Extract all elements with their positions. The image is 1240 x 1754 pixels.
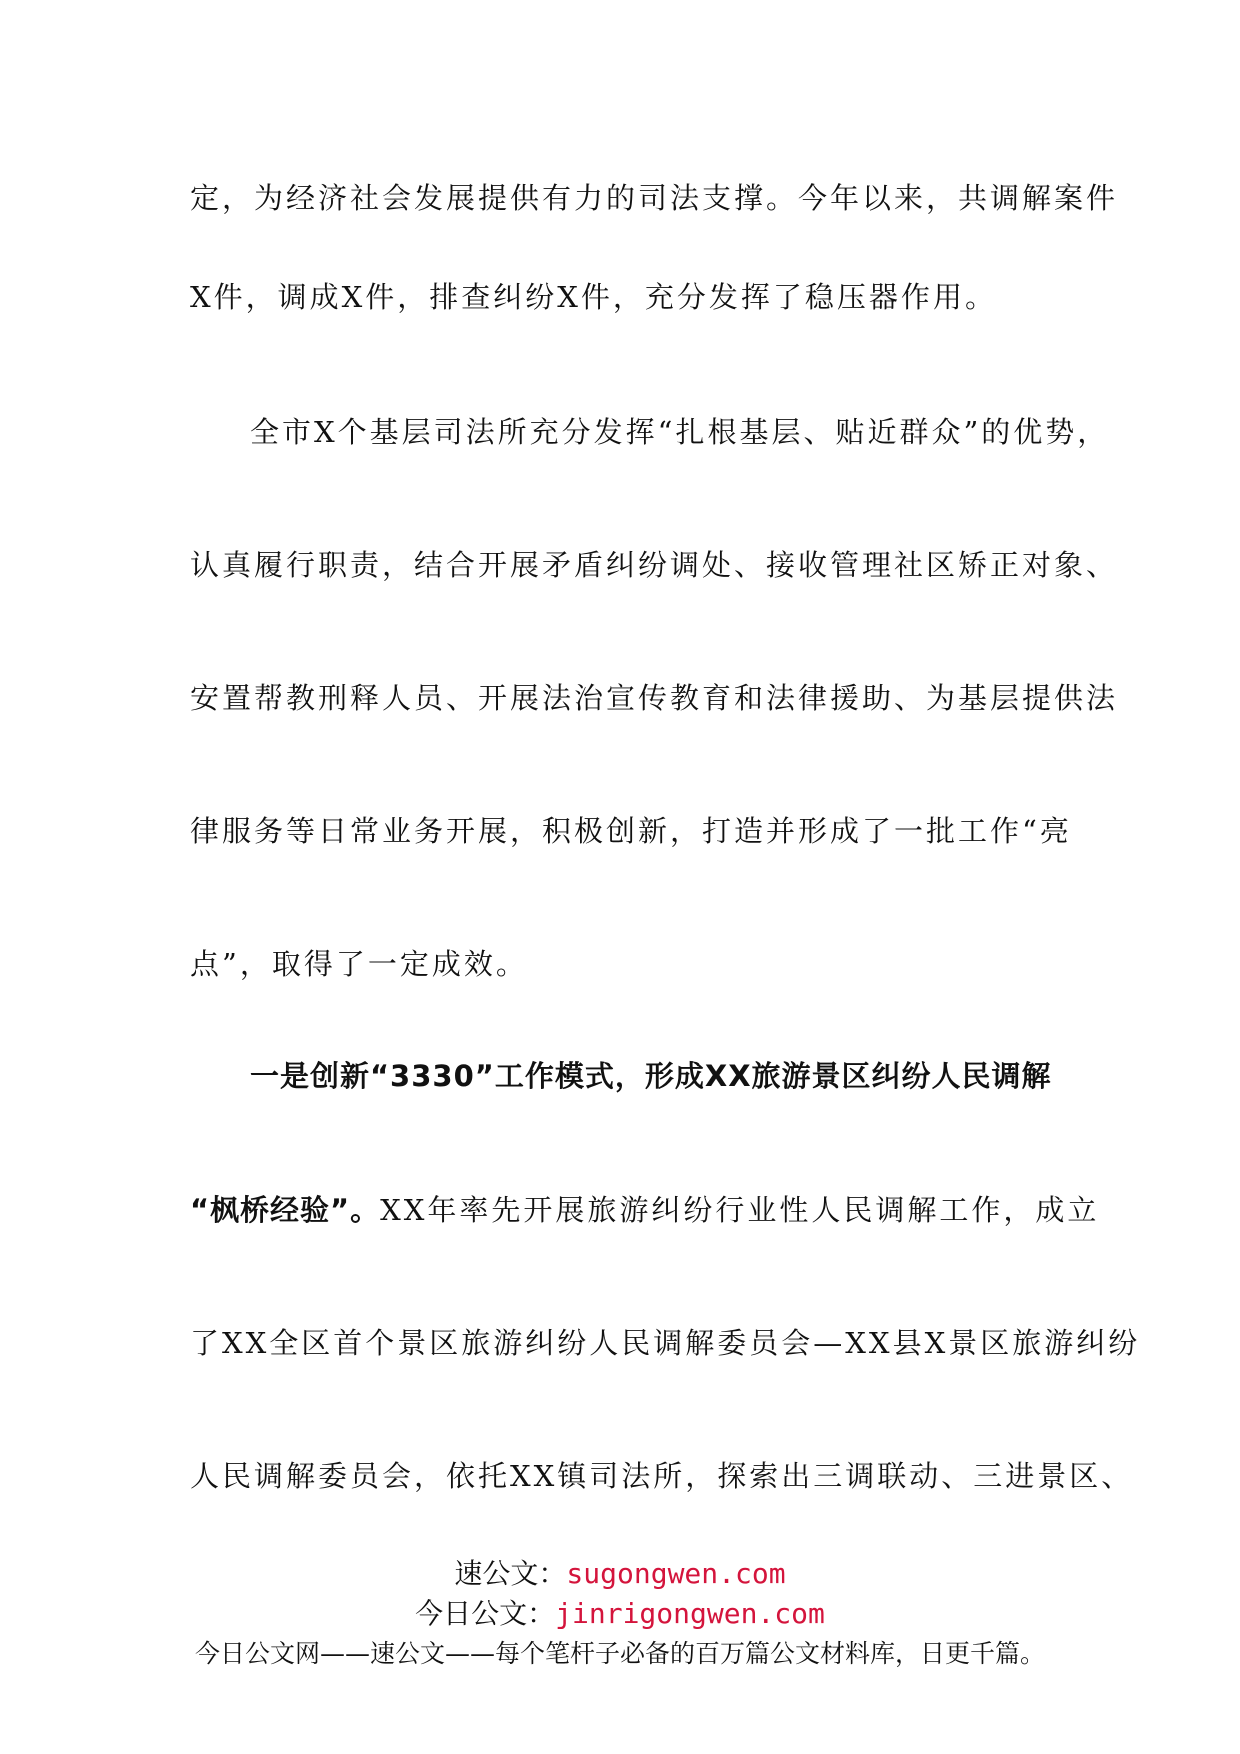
- section-heading-line: 一是创新“3330”工作模式，形成XX旅游景区纠纷人民调解: [250, 1059, 1052, 1093]
- body-line-9-text: XX年率先开展旅游纠纷行业性人民调解工作，成立: [380, 1193, 1100, 1227]
- body-line-10: 了XX全区首个景区旅游纠纷人民调解委员会—XX县X景区旅游纠纷: [190, 1326, 1141, 1360]
- footer-link-jinrigongwen[interactable]: jinrigongwen.com: [555, 1597, 825, 1630]
- body-line-2: X件，调成X件，排查纠纷X件，充分发挥了稳压器作用。: [190, 280, 997, 314]
- footer-line-1: [0, 1556, 1240, 1592]
- body-line-3: 全市X个基层司法所充分发挥“扎根基层、贴近群众”的优势，: [250, 415, 1110, 449]
- body-line-1: 定，为经济社会发展提供有力的司法支撑。今年以来，共调解案件: [190, 181, 1119, 215]
- footer-label-2: 今日公文：: [415, 1597, 556, 1630]
- body-line-5: 安置帮教刑释人员、开展法治宣传教育和法律援助、为基层提供法: [190, 681, 1119, 715]
- footer-slogan: 今日公文网——速公文——每个笔杆子必备的百万篇公文材料库，日更千篇。: [194, 1639, 1045, 1668]
- footer-link-sugongwen[interactable]: sugongwen.com: [566, 1557, 786, 1590]
- footer-label-1: 速公文：: [454, 1557, 567, 1590]
- bold-heading-segment: “枫桥经验”。: [190, 1193, 381, 1227]
- body-line-6: 律服务等日常业务开展，积极创新，打造并形成了一批工作“亮: [190, 814, 1072, 848]
- body-line-7: 点”，取得了一定成效。: [190, 947, 528, 981]
- body-line-4: 认真履行职责，结合开展矛盾纠纷调处、接收管理社区矫正对象、: [190, 548, 1119, 582]
- footer-line-2: [0, 1596, 1240, 1632]
- body-line-9: [190, 1190, 1100, 1230]
- body-line-11: 人民调解委员会，依托XX镇司法所，探索出三调联动、三进景区、: [190, 1459, 1134, 1493]
